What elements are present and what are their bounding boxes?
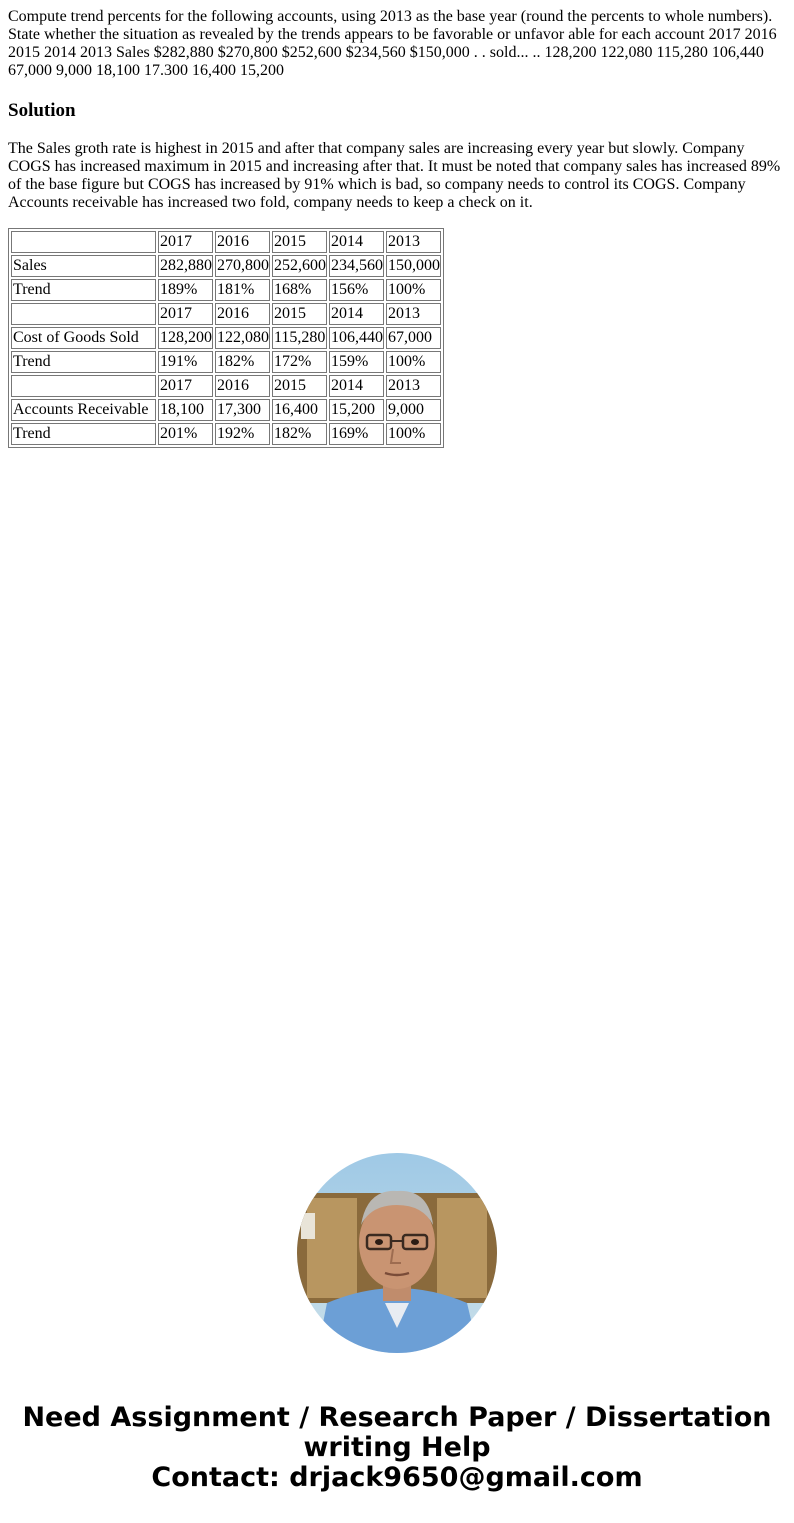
table-row [11, 399, 441, 421]
table-cell: 9,000 [386, 399, 441, 421]
table-year-header: 2015 [272, 375, 327, 397]
table-header-blank-cell [11, 375, 156, 397]
table-cell: 182% [272, 423, 327, 445]
table-cell: 100% [386, 351, 441, 373]
table-cell: 270,800 [215, 255, 270, 277]
document-content [8, 8, 786, 448]
table-row [11, 255, 441, 277]
table-row-label: Trend [11, 423, 156, 445]
table-year-header: 2016 [215, 231, 270, 253]
table-cell: 106,440 [329, 327, 384, 349]
table-cell: 150,000 [386, 255, 441, 277]
table-cell: 16,400 [272, 399, 327, 421]
promo-line-1: Need Assignment / Research Paper / Dissertation [22, 1402, 772, 1433]
table-year-header: 2015 [272, 303, 327, 325]
table-year-header: 2016 [215, 303, 270, 325]
table-cell: 169% [329, 423, 384, 445]
table-header-blank-cell [11, 303, 156, 325]
question-text: Compute trend percents for the following accounts, using 2013 as the base year (round the percents to whole numbers). State whether the situation as revealed by the trends appears to be favorable or unfavor able for each account 2017 2016 2015 2014 2013 Sales $282,880 $270,800 $252,600 $234,560 $150,000 . . sold... .. 128,200 122,080 115,280 106,440 67,000 9,000 18,100 17.300 16,400 15,200 [8, 8, 777, 79]
table-row-label: Accounts Receivable [11, 399, 156, 421]
table-cell: 172% [272, 351, 327, 373]
table-year-header: 2014 [329, 375, 384, 397]
table-cell: 182% [215, 351, 270, 373]
trend-table [8, 228, 444, 448]
table-year-header: 2016 [215, 375, 270, 397]
table-cell: 115,280 [272, 327, 327, 349]
table-cell: 191% [158, 351, 213, 373]
table-cell: 181% [215, 279, 270, 301]
table-cell: 159% [329, 351, 384, 373]
table-row-label: Sales [11, 255, 156, 277]
table-row-label: Cost of Goods Sold [11, 327, 156, 349]
table-row [11, 351, 441, 373]
table-header-row [11, 375, 441, 397]
table-cell: 18,100 [158, 399, 213, 421]
table-header-blank-cell [11, 231, 156, 253]
solution-explanation: The Sales groth rate is highest in 2015 and after that company sales are increasing every year but slowly. Company COGS has increased maximum in 2015 and increasing after that. It must be noted that company sales has increased 89% of the base figure but COGS has increased by 91% which is bad, so company needs to control its COGS. Company Accounts receivable has increased two fold, company needs to keep a check on it. [8, 140, 781, 211]
table-year-header: 2014 [329, 231, 384, 253]
table-cell: 282,880 [158, 255, 213, 277]
table-row-label: Trend [11, 351, 156, 373]
table-row [11, 279, 441, 301]
table-header-row [11, 303, 441, 325]
promo-text [0, 1403, 794, 1493]
tutor-portrait-image [297, 1153, 497, 1353]
table-cell: 128,200 [158, 327, 213, 349]
table-cell: 67,000 [386, 327, 441, 349]
table-cell: 189% [158, 279, 213, 301]
table-row [11, 327, 441, 349]
table-cell: 17,300 [215, 399, 270, 421]
solution-heading: Solution [8, 100, 76, 121]
table-year-header: 2014 [329, 303, 384, 325]
table-cell: 100% [386, 423, 441, 445]
table-year-header: 2017 [158, 303, 213, 325]
table-cell: 192% [215, 423, 270, 445]
table-row [11, 423, 441, 445]
promo-line-3: Contact: drjack9650@gmail.com [151, 1462, 643, 1493]
table-cell: 15,200 [329, 399, 384, 421]
table-year-header: 2013 [386, 231, 441, 253]
avatar [297, 1153, 497, 1353]
table-year-header: 2013 [386, 303, 441, 325]
table-cell: 100% [386, 279, 441, 301]
table-cell: 156% [329, 279, 384, 301]
table-year-header: 2015 [272, 231, 327, 253]
table-year-header: 2013 [386, 375, 441, 397]
table-row-label: Trend [11, 279, 156, 301]
promo-line-2: writing Help [303, 1432, 491, 1463]
table-header-row [11, 231, 441, 253]
table-cell: 168% [272, 279, 327, 301]
table-cell: 122,080 [215, 327, 270, 349]
table-year-header: 2017 [158, 375, 213, 397]
table-cell: 234,560 [329, 255, 384, 277]
table-year-header: 2017 [158, 231, 213, 253]
table-cell: 252,600 [272, 255, 327, 277]
promo-section [0, 1153, 794, 1493]
table-cell: 201% [158, 423, 213, 445]
